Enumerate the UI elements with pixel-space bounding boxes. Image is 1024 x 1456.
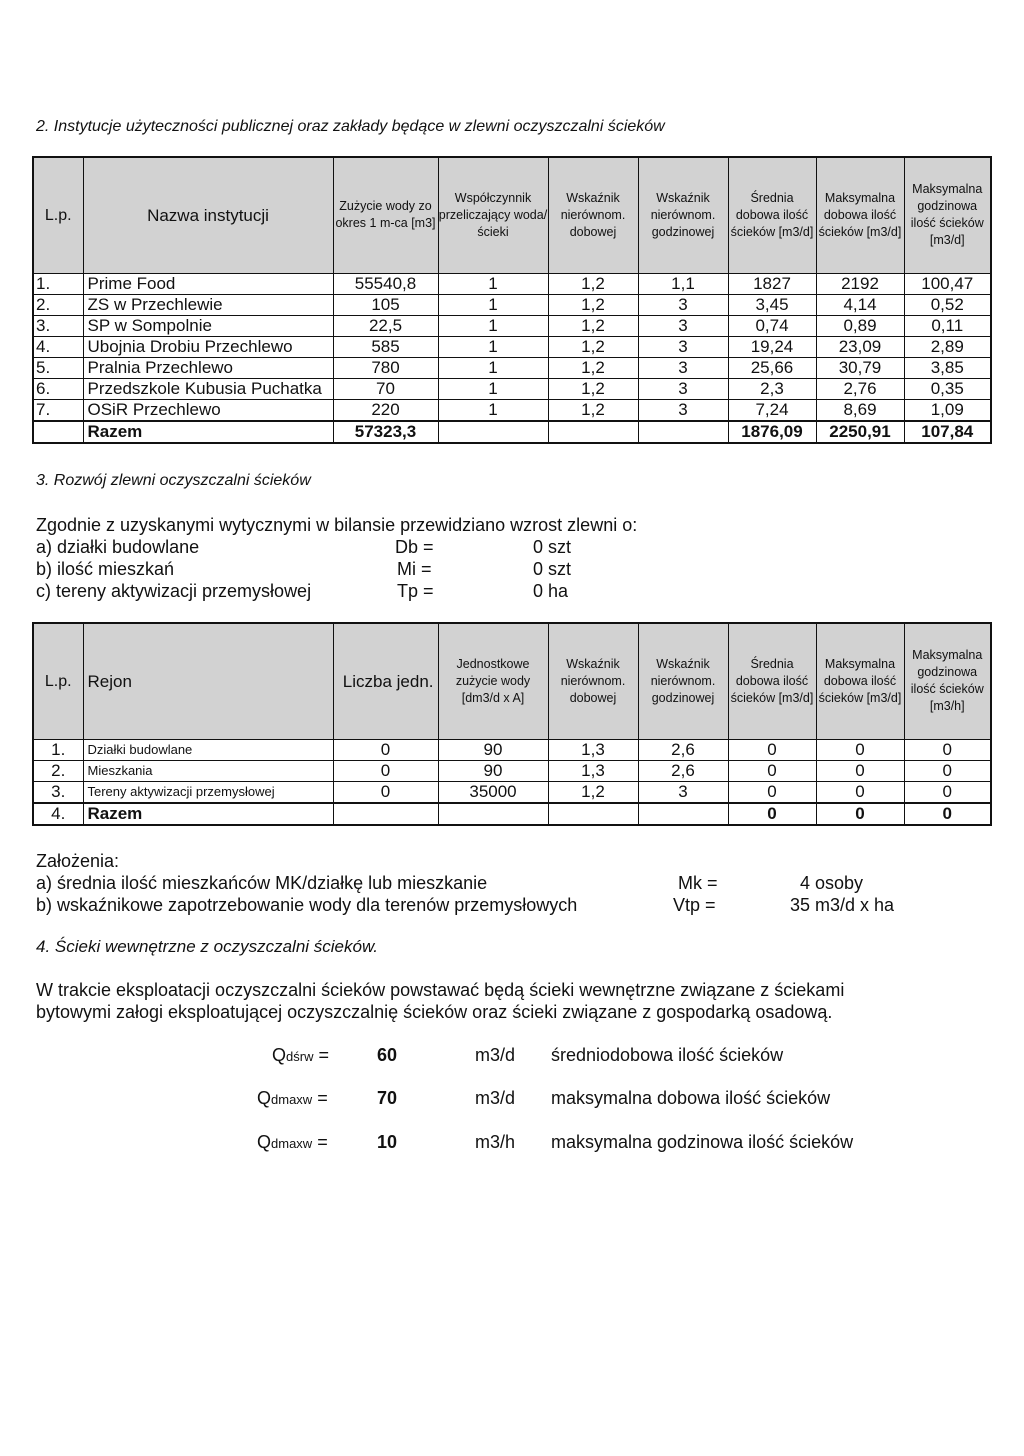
cell: 4. [33, 336, 83, 357]
cell: 90 [438, 760, 548, 781]
cell: Razem [83, 421, 333, 443]
header-cell: Jednostkowe zużycie wody [dm3/d x A] [438, 623, 548, 739]
cell: 3 [638, 294, 728, 315]
cell [548, 421, 638, 443]
cell: 1,09 [904, 399, 991, 421]
cell [638, 421, 728, 443]
cell: 1,2 [548, 378, 638, 399]
growth-item-value: 0 ha [533, 581, 569, 601]
cell: 1,2 [548, 399, 638, 421]
cell: 0 [728, 781, 816, 803]
table-row [33, 357, 991, 378]
cell: 8,69 [816, 399, 904, 421]
assumption-symbol: Mk = [678, 873, 718, 893]
cell [438, 421, 548, 443]
cell: 5. [33, 357, 83, 378]
flow-unit: m3/h [475, 1132, 516, 1152]
cell [438, 803, 548, 825]
table-row [33, 378, 991, 399]
cell: 0 [333, 760, 438, 781]
assumption-value: 35 m3/d x ha [790, 895, 895, 915]
cell: 70 [333, 378, 438, 399]
cell: 35000 [438, 781, 548, 803]
cell: 2. [33, 294, 83, 315]
cell: 0,52 [904, 294, 991, 315]
cell: 1,2 [548, 781, 638, 803]
header-cell: Wskaźnik nierównom. dobowej [548, 157, 638, 273]
table-row [33, 336, 991, 357]
flow-value: 60 [377, 1045, 398, 1065]
cell: 0,89 [816, 315, 904, 336]
header-cell: Maksymalna godzinowa ilość ścieków [m3/h] [904, 623, 991, 739]
header-cell: Współczynnik przeliczający woda/ścieki [438, 157, 548, 273]
cell: 0,11 [904, 315, 991, 336]
cell: 1 [438, 378, 548, 399]
cell: 2,3 [728, 378, 816, 399]
cell: 2,76 [816, 378, 904, 399]
cell: 0,35 [904, 378, 991, 399]
flow-value: 70 [377, 1088, 398, 1108]
cell: 2,6 [638, 760, 728, 781]
cell: 1 [438, 399, 548, 421]
flow-description: średniodobowa ilość ścieków [551, 1045, 784, 1065]
table-header-row [33, 157, 991, 273]
cell: 30,79 [816, 357, 904, 378]
cell: 4. [33, 803, 83, 825]
cell: 0 [816, 760, 904, 781]
cell: 57323,3 [333, 421, 438, 443]
cell: Tereny aktywizacji przemysłowej [83, 781, 333, 803]
cell: 3 [638, 378, 728, 399]
cell: 23,09 [816, 336, 904, 357]
table-header-row [33, 623, 991, 739]
cell: 4,14 [816, 294, 904, 315]
total-row [33, 421, 991, 443]
flow-symbol: Qdmaxw = [257, 1132, 328, 1152]
growth-item-label: c) tereny aktywizacji przemysłowej [36, 581, 312, 601]
cell: 0 [728, 760, 816, 781]
header-cell: Maksymalna godzinowa ilość ścieków [m3/d] [904, 157, 991, 273]
header-cell: Liczba jedn. [333, 623, 438, 739]
cell: 3. [33, 315, 83, 336]
cell: 22,5 [333, 315, 438, 336]
cell: 0 [904, 739, 991, 760]
cell: 3. [33, 781, 83, 803]
flow-symbol: Qdśrw = [272, 1045, 329, 1065]
table-row [33, 781, 991, 803]
section-2-heading: 2. Instytucje użyteczności publicznej oraz zakłady będące w zlewni oczyszczalni ścieków [36, 118, 665, 135]
cell: 19,24 [728, 336, 816, 357]
header-cell: Wskaźnik nierównom. godzinowej [638, 623, 728, 739]
growth-item-symbol: Mi = [397, 559, 432, 579]
cell: 1,2 [548, 315, 638, 336]
cell: 0 [904, 803, 991, 825]
flow-value: 10 [377, 1132, 398, 1152]
cell: OSiR Przechlewo [83, 399, 333, 421]
cell: 0 [816, 803, 904, 825]
cell [638, 803, 728, 825]
cell: ZS w Przechlewie [83, 294, 333, 315]
table-row [33, 294, 991, 315]
table-row [33, 273, 991, 294]
cell: 3,45 [728, 294, 816, 315]
cell: 1,3 [548, 760, 638, 781]
cell: 107,84 [904, 421, 991, 443]
section-3-intro: Zgodnie z uzyskanymi wytycznymi w bilansie przewidziano wzrost zlewni o: [36, 515, 638, 535]
cell: 100,47 [904, 273, 991, 294]
cell: 1 [438, 357, 548, 378]
institutions-table [32, 156, 992, 444]
cell: 0 [816, 739, 904, 760]
growth-item-label: a) działki budowlane [36, 537, 200, 557]
flow-unit: m3/d [475, 1088, 516, 1108]
cell: 7,24 [728, 399, 816, 421]
cell: 585 [333, 336, 438, 357]
cell: 0 [816, 781, 904, 803]
cell: SP w Sompolnie [83, 315, 333, 336]
cell: 0 [333, 781, 438, 803]
header-cell: Średnia dobowa ilość ścieków [m3/d] [728, 157, 816, 273]
assumption-value: 4 osoby [800, 873, 864, 893]
cell: Mieszkania [83, 760, 333, 781]
growth-item-value: 0 szt [533, 559, 572, 579]
cell: 1,3 [548, 739, 638, 760]
cell [333, 803, 438, 825]
cell: 7. [33, 399, 83, 421]
header-cell: Maksymalna dobowa ilość ścieków [m3/d] [816, 623, 904, 739]
flow-symbol: Qdmaxw = [257, 1088, 328, 1108]
cell: 3 [638, 781, 728, 803]
flow-unit: m3/d [475, 1045, 516, 1065]
cell: 0 [333, 739, 438, 760]
cell: 1 [438, 336, 548, 357]
header-cell: Maksymalna dobowa ilość ścieków [m3/d] [816, 157, 904, 273]
growth-item-symbol: Tp = [397, 581, 434, 601]
cell: 220 [333, 399, 438, 421]
cell: 0 [728, 739, 816, 760]
flow-description: maksymalna dobowa ilość ścieków [551, 1088, 831, 1108]
cell: 3 [638, 315, 728, 336]
cell: Ubojnia Drobiu Przechlewo [83, 336, 333, 357]
cell: 780 [333, 357, 438, 378]
table-row [33, 315, 991, 336]
header-cell: Zużycie wody zo okres 1 m-ca [m3] [333, 157, 438, 273]
cell: 25,66 [728, 357, 816, 378]
districts-table [32, 622, 992, 826]
cell: 1827 [728, 273, 816, 294]
cell: Pralnia Przechlewo [83, 357, 333, 378]
growth-item-value: 0 szt [533, 537, 572, 557]
cell: 55540,8 [333, 273, 438, 294]
cell: 1876,09 [728, 421, 816, 443]
table-row [33, 399, 991, 421]
cell: 2250,91 [816, 421, 904, 443]
cell: 3,85 [904, 357, 991, 378]
cell: 1 [438, 294, 548, 315]
cell: Przedszkole Kubusia Puchatka [83, 378, 333, 399]
cell: 2192 [816, 273, 904, 294]
cell: Razem [83, 803, 333, 825]
assumptions-title: Założenia: [36, 851, 120, 871]
cell: Prime Food [83, 273, 333, 294]
header-cell: L.p. [33, 623, 83, 739]
growth-item-label: b) ilość mieszkań [36, 559, 175, 579]
cell: 90 [438, 739, 548, 760]
cell: 3 [638, 399, 728, 421]
cell: 1. [33, 739, 83, 760]
cell: 3 [638, 357, 728, 378]
table-row [33, 760, 991, 781]
cell: 0 [904, 781, 991, 803]
cell: 0 [904, 760, 991, 781]
cell: 1,1 [638, 273, 728, 294]
cell: 1 [438, 315, 548, 336]
flow-description: maksymalna godzinowa ilość ścieków [551, 1132, 854, 1152]
assumption-symbol: Vtp = [673, 895, 716, 915]
cell: 0 [728, 803, 816, 825]
header-cell: Średnia dobowa ilość ścieków [m3/d] [728, 623, 816, 739]
cell: 105 [333, 294, 438, 315]
cell: 6. [33, 378, 83, 399]
cell: 1,2 [548, 273, 638, 294]
cell [548, 803, 638, 825]
header-cell: Wskaźnik nierównom. dobowej [548, 623, 638, 739]
total-row [33, 803, 991, 825]
cell: 3 [638, 336, 728, 357]
table-row [33, 739, 991, 760]
section-4-heading: 4. Ścieki wewnętrzne z oczyszczalni ścieków. [36, 937, 379, 956]
cell: 1,2 [548, 294, 638, 315]
cell: 1,2 [548, 357, 638, 378]
header-cell: L.p. [33, 157, 83, 273]
cell: 1,2 [548, 336, 638, 357]
section-3-heading: 3. Rozwój zlewni oczyszczalni ścieków [36, 472, 311, 489]
section-4-paragraph-line: W trakcie eksploatacji oczyszczalni ścieków powstawać będą ścieki wewnętrzne związane z ściekami [36, 980, 845, 1000]
header-cell: Nazwa instytucji [83, 157, 333, 273]
cell: 1 [438, 273, 548, 294]
assumption-label: b) wskaźnikowe zapotrzebowanie wody dla terenów przemysłowych [36, 895, 578, 915]
header-cell: Wskaźnik nierównom. godzinowej [638, 157, 728, 273]
cell: 2. [33, 760, 83, 781]
cell: 2,89 [904, 336, 991, 357]
cell: 0,74 [728, 315, 816, 336]
cell: 1. [33, 273, 83, 294]
header-cell: Rejon [83, 623, 333, 739]
cell: 2,6 [638, 739, 728, 760]
cell [33, 421, 83, 443]
cell: Działki budowlane [83, 739, 333, 760]
growth-item-symbol: Db = [395, 537, 434, 557]
section-4-paragraph-line: bytowymi załogi eksploatującej oczyszczalnię ścieków oraz ścieki związane z gospodarką osadową. [36, 1002, 833, 1022]
assumption-label: a) średnia ilość mieszkańców MK/działkę lub mieszkanie [36, 873, 488, 893]
